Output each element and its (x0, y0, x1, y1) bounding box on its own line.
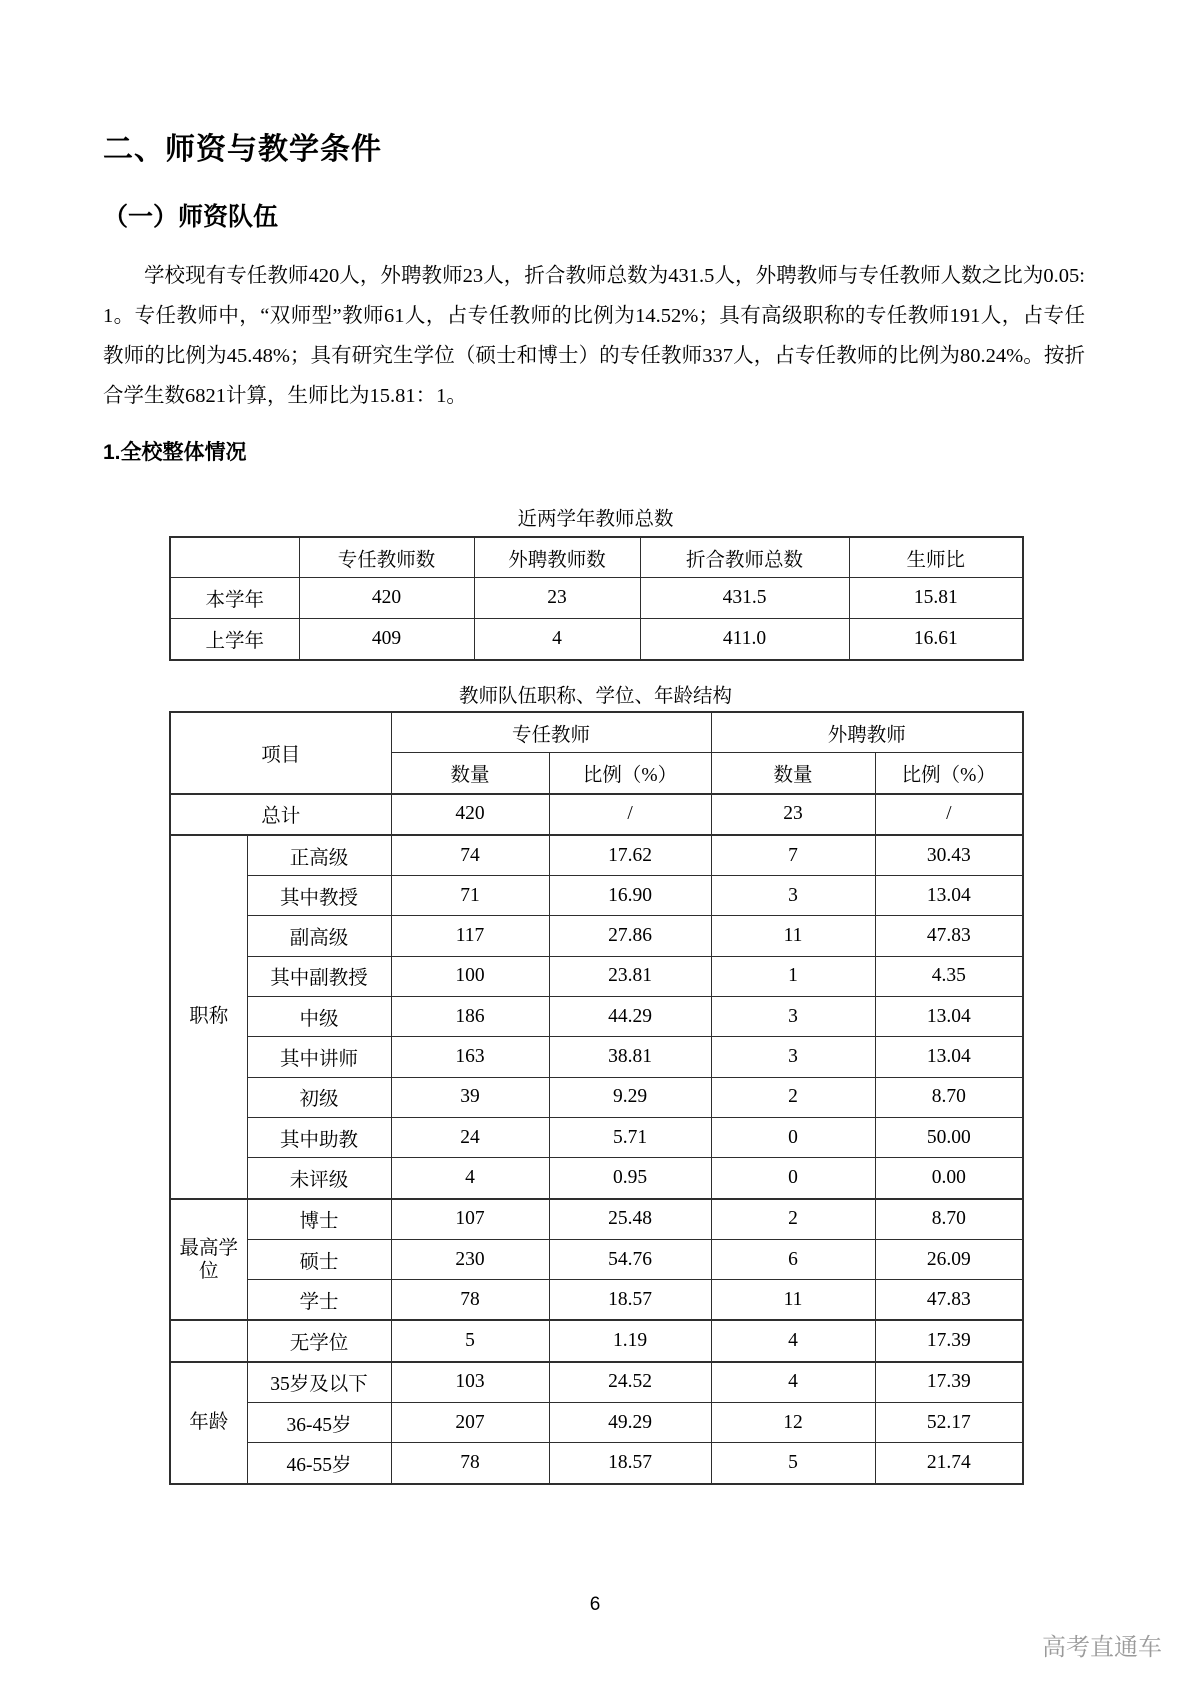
table2-item-cell: 36-45岁 (247, 1403, 391, 1443)
table1-header-cell: 专任教师数 (299, 537, 474, 578)
table1-value-cell: 431.5 (640, 578, 849, 619)
table2-value-cell: 117 (391, 916, 549, 956)
table2-data-row (170, 997, 1023, 1037)
table1-header-cell: 生师比 (849, 537, 1023, 578)
watermark-text: 高考直通车 (1042, 1634, 1162, 1661)
table1-header-cell (170, 537, 299, 578)
table2-value-cell: 5 (391, 1320, 549, 1361)
table2-item-cell: 无学位 (247, 1320, 391, 1361)
page-content (103, 0, 1085, 1485)
table2-group-label: 年龄 (170, 1362, 247, 1484)
table2-subheader-cell: 比例（%） (875, 753, 1023, 794)
faculty-structure-table (169, 711, 1024, 1485)
table2-value-cell: 21.74 (875, 1443, 1023, 1484)
table2-value-cell: 3 (711, 876, 875, 916)
table2-item-header: 项目 (170, 712, 391, 794)
table2-value-cell: 4 (711, 1320, 875, 1361)
table2-group-label (170, 1320, 247, 1361)
table2-subheader-cell: 数量 (391, 753, 549, 794)
table2-total-row (170, 794, 1023, 835)
table2-value-cell: 71 (391, 876, 549, 916)
table1-value-cell: 4 (474, 619, 640, 661)
table2-item-cell: 其中副教授 (247, 956, 391, 996)
table1-header-row (170, 537, 1023, 578)
table2-value-cell: 207 (391, 1403, 549, 1443)
table2-item-cell: 其中教授 (247, 876, 391, 916)
table1-block (169, 509, 1022, 661)
table2-value-cell: 78 (391, 1280, 549, 1321)
table2-item-cell: 未评级 (247, 1158, 391, 1199)
table1-title: 近两学年教师总数 (517, 509, 674, 530)
table1-header-cell: 外聘教师数 (474, 537, 640, 578)
table2-value-cell: / (549, 794, 711, 835)
table2-data-row (170, 956, 1023, 996)
table2-value-cell: 12 (711, 1403, 875, 1443)
table2-data-row (170, 1117, 1023, 1157)
table1-value-cell: 411.0 (640, 619, 849, 661)
table2-value-cell: 0 (711, 1158, 875, 1199)
table1-value-cell: 409 (299, 619, 474, 661)
table2-value-cell: 9.29 (549, 1077, 711, 1117)
table2-data-row (170, 916, 1023, 956)
table2-value-cell: 186 (391, 997, 549, 1037)
table2-item-cell: 其中讲师 (247, 1037, 391, 1077)
table2-value-cell: 100 (391, 956, 549, 996)
table2-item-cell: 博士 (247, 1199, 391, 1240)
table2-value-cell: 16.90 (549, 876, 711, 916)
table2-item-cell: 46-55岁 (247, 1443, 391, 1484)
table2-value-cell: 107 (391, 1199, 549, 1240)
table2-item-cell: 其中助教 (247, 1117, 391, 1157)
table2-value-cell: 13.04 (875, 876, 1023, 916)
table2-value-cell: 74 (391, 835, 549, 876)
table2-value-cell: 4.35 (875, 956, 1023, 996)
table2-value-cell: 3 (711, 997, 875, 1037)
table2-total-label: 总计 (170, 794, 391, 835)
table2-value-cell: 17.62 (549, 835, 711, 876)
subsection-heading: （一）师资队伍 (103, 203, 279, 231)
table1-row-label: 本学年 (170, 578, 299, 619)
table2-value-cell: 5.71 (549, 1117, 711, 1157)
table2-data-row (170, 1239, 1023, 1279)
table2-data-row (170, 1403, 1023, 1443)
table2-value-cell: 13.04 (875, 1037, 1023, 1077)
table2-value-cell: / (875, 794, 1023, 835)
table2-value-cell: 0.00 (875, 1158, 1023, 1199)
table2-value-cell: 1 (711, 956, 875, 996)
table2-body (170, 712, 1023, 1484)
table2-value-cell: 230 (391, 1239, 549, 1279)
table2-value-cell: 0 (711, 1117, 875, 1157)
table2-data-row (170, 1280, 1023, 1321)
table2-value-cell: 47.83 (875, 916, 1023, 956)
table2-value-cell: 2 (711, 1199, 875, 1240)
table2-group-label: 最高学位 (170, 1199, 247, 1321)
table1-body (170, 537, 1023, 660)
table2-value-cell: 52.17 (875, 1403, 1023, 1443)
table2-value-cell: 6 (711, 1239, 875, 1279)
table2-value-cell: 38.81 (549, 1037, 711, 1077)
table1-value-cell: 420 (299, 578, 474, 619)
table2-value-cell: 4 (391, 1158, 549, 1199)
table2-value-cell: 50.00 (875, 1117, 1023, 1157)
table2-item-cell: 中级 (247, 997, 391, 1037)
table1-header-cell: 折合教师总数 (640, 537, 849, 578)
table2-value-cell: 39 (391, 1077, 549, 1117)
table2-parttime-header: 外聘教师 (711, 712, 1023, 753)
table2-value-cell: 23 (711, 794, 875, 835)
table2-value-cell: 1.19 (549, 1320, 711, 1361)
table2-value-cell: 11 (711, 1280, 875, 1321)
table2-value-cell: 4 (711, 1362, 875, 1403)
table2-header-row-1 (170, 712, 1023, 753)
table1-value-cell: 23 (474, 578, 640, 619)
table2-value-cell: 26.09 (875, 1239, 1023, 1279)
table2-value-cell: 17.39 (875, 1362, 1023, 1403)
table2-value-cell: 27.86 (549, 916, 711, 956)
table2-value-cell: 13.04 (875, 997, 1023, 1037)
table2-value-cell: 49.29 (549, 1403, 711, 1443)
table2-data-row (170, 1199, 1023, 1240)
table2-value-cell: 23.81 (549, 956, 711, 996)
table2-value-cell: 8.70 (875, 1077, 1023, 1117)
table2-value-cell: 0.95 (549, 1158, 711, 1199)
body-paragraph: 学校现有专任教师420人，外聘教师23人，折合教师总数为431.5人，外聘教师与专任教师人数之比为0.05:1。专任教师中，“双师型”教师61人，占专任教师的比例为14.52%；具有高级职称的专任教师191人，占专任教师的比例为45.48%；具有研究生学位（硕士和博士）的专任教师337人，占专任教师的比例为80.24%。按折合学生数6821计算，生师比为15.81：1。 (103, 265, 1085, 407)
page-number: 6 (589, 1594, 601, 1615)
table2-value-cell: 24 (391, 1117, 549, 1157)
table2-data-row (170, 1443, 1023, 1484)
teacher-totals-table (169, 536, 1024, 661)
table1-data-row (170, 619, 1023, 661)
table2-value-cell: 2 (711, 1077, 875, 1117)
table2-value-cell: 5 (711, 1443, 875, 1484)
table2-value-cell: 47.83 (875, 1280, 1023, 1321)
table2-value-cell: 420 (391, 794, 549, 835)
table2-value-cell: 78 (391, 1443, 549, 1484)
table2-value-cell: 103 (391, 1362, 549, 1403)
table2-value-cell: 44.29 (549, 997, 711, 1037)
section-heading: 二、师资与教学条件 (103, 133, 382, 166)
table2-title: 教师队伍职称、学位、年龄结构 (458, 686, 732, 707)
table2-item-cell: 副高级 (247, 916, 391, 956)
table1-value-cell: 16.61 (849, 619, 1023, 661)
table2-fulltime-header: 专任教师 (391, 712, 711, 753)
table2-value-cell: 163 (391, 1037, 549, 1077)
table2-value-cell: 54.76 (549, 1239, 711, 1279)
table1-row-label: 上学年 (170, 619, 299, 661)
table2-item-cell: 初级 (247, 1077, 391, 1117)
table2-value-cell: 30.43 (875, 835, 1023, 876)
table2-item-cell: 35岁及以下 (247, 1362, 391, 1403)
table2-value-cell: 18.57 (549, 1280, 711, 1321)
table2-value-cell: 7 (711, 835, 875, 876)
table2-value-cell: 3 (711, 1037, 875, 1077)
table2-data-row (170, 876, 1023, 916)
numbered-heading: 1.全校整体情况 (103, 441, 247, 464)
table2-data-row (170, 1362, 1023, 1403)
table2-data-row (170, 1158, 1023, 1199)
table2-data-row (170, 1320, 1023, 1361)
table2-item-cell: 学士 (247, 1280, 391, 1321)
table2-item-cell: 硕士 (247, 1239, 391, 1279)
table2-data-row (170, 1077, 1023, 1117)
table1-data-row (170, 578, 1023, 619)
table2-block (169, 686, 1022, 1485)
table2-value-cell: 17.39 (875, 1320, 1023, 1361)
table2-value-cell: 25.48 (549, 1199, 711, 1240)
table2-subheader-cell: 比例（%） (549, 753, 711, 794)
table2-data-row (170, 835, 1023, 876)
table2-data-row (170, 1037, 1023, 1077)
table2-item-cell: 正高级 (247, 835, 391, 876)
table2-value-cell: 24.52 (549, 1362, 711, 1403)
table2-group-label: 职称 (170, 835, 247, 1199)
table1-value-cell: 15.81 (849, 578, 1023, 619)
table2-value-cell: 8.70 (875, 1199, 1023, 1240)
table2-value-cell: 11 (711, 916, 875, 956)
table2-value-cell: 18.57 (549, 1443, 711, 1484)
table2-subheader-cell: 数量 (711, 753, 875, 794)
